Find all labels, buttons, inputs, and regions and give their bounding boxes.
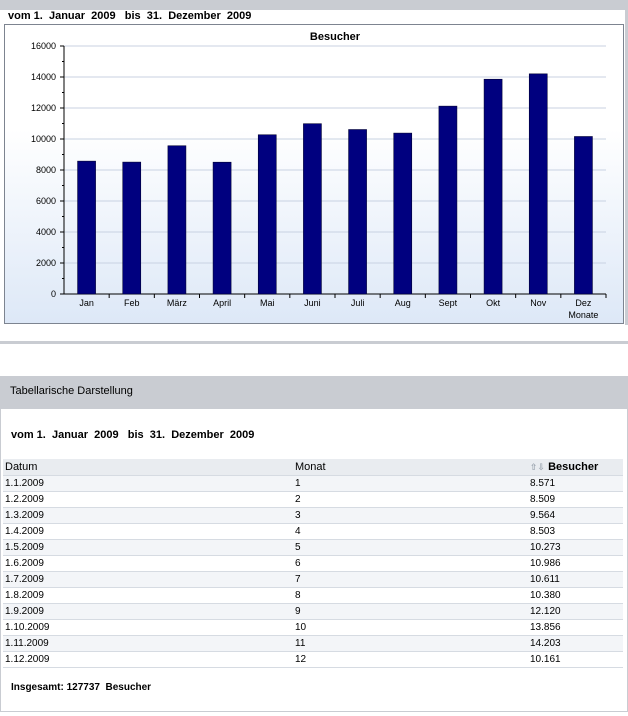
bar-sept	[439, 106, 457, 294]
cell-besucher: 9.564	[528, 507, 623, 523]
y-tick-label: 14000	[30, 72, 56, 82]
chart-header-bar	[0, 0, 628, 10]
table-row	[3, 475, 623, 491]
x-tick-label: Okt	[486, 298, 501, 308]
cell-monat: 7	[293, 571, 528, 587]
total-visitors: Insgesamt: 127737 Besucher	[11, 682, 152, 693]
x-tick-label: Juni	[304, 298, 321, 308]
table-row	[3, 587, 623, 603]
y-tick-label: 2000	[35, 258, 56, 268]
x-tick-label: Nov	[530, 298, 547, 308]
cell-monat: 3	[293, 507, 528, 523]
table-header-bar	[1, 377, 627, 409]
cell-datum: 1.7.2009	[3, 571, 293, 587]
cell-besucher: 10.611	[528, 571, 623, 587]
cell-datum: 1.12.2009	[3, 651, 293, 667]
chart-title: Besucher	[309, 31, 361, 43]
x-tick-label: Juli	[350, 298, 365, 308]
bar-chart	[5, 25, 625, 325]
cell-monat: 4	[293, 523, 528, 539]
cell-datum: 1.1.2009	[3, 475, 293, 491]
y-tick-label: 4000	[35, 227, 56, 237]
bar-märz	[168, 146, 186, 294]
chart-date-range: vom 1. Januar 2009 bis 31. Dezember 2009	[8, 10, 252, 22]
table-row	[3, 651, 623, 667]
x-tick-label: Aug	[394, 298, 411, 308]
chart-frame	[4, 24, 624, 324]
table-row	[3, 619, 623, 635]
y-tick-label: 0	[50, 289, 56, 299]
cell-datum: 1.4.2009	[3, 523, 293, 539]
cell-monat: 10	[293, 619, 528, 635]
cell-datum: 1.2.2009	[3, 491, 293, 507]
x-tick-label: Feb	[123, 298, 140, 308]
cell-monat: 9	[293, 603, 528, 619]
cell-besucher: 10.273	[528, 539, 623, 555]
cell-monat: 5	[293, 539, 528, 555]
table-panel-title: Tabellarische Darstellung	[10, 385, 133, 397]
cell-datum: 1.3.2009	[3, 507, 293, 523]
sort-arrows-icon[interactable]: ⇧⇩	[530, 461, 546, 472]
table-row	[3, 603, 623, 619]
table-date-range: vom 1. Januar 2009 bis 31. Dezember 2009	[11, 429, 255, 441]
bar-juni	[303, 124, 321, 294]
bar-okt	[484, 79, 502, 294]
y-tick-label: 16000	[30, 41, 56, 51]
cell-besucher: 12.120	[528, 603, 623, 619]
x-tick-label: Sept	[438, 298, 458, 308]
cell-monat: 1	[293, 475, 528, 491]
chart-bottom-strip	[0, 325, 628, 344]
cell-datum: 1.9.2009	[3, 603, 293, 619]
table-row	[3, 635, 623, 651]
cell-monat: 2	[293, 491, 528, 507]
cell-monat: 11	[293, 635, 528, 651]
x-tick-label: März	[166, 298, 187, 308]
cell-datum: 1.5.2009	[3, 539, 293, 555]
table-panel	[0, 376, 628, 712]
cell-monat: 12	[293, 651, 528, 667]
table-row	[3, 491, 623, 507]
column-header-datum[interactable]: Datum	[3, 459, 293, 475]
cell-besucher: 8.571	[528, 475, 623, 491]
cell-besucher: 8.503	[528, 523, 623, 539]
table-row	[3, 555, 623, 571]
column-header-besucher-label: Besucher	[548, 460, 599, 473]
visitors-table	[3, 459, 623, 668]
cell-besucher: 14.203	[528, 635, 623, 651]
bar-april	[213, 162, 231, 294]
column-header-besucher[interactable]	[528, 459, 623, 475]
cell-datum: 1.8.2009	[3, 587, 293, 603]
y-tick-label: 6000	[35, 196, 56, 206]
y-tick-label: 10000	[30, 134, 56, 144]
cell-monat: 8	[293, 587, 528, 603]
x-tick-label: Mai	[259, 298, 275, 308]
cell-datum: 1.6.2009	[3, 555, 293, 571]
cell-besucher: 10.161	[528, 651, 623, 667]
cell-datum: 1.10.2009	[3, 619, 293, 635]
bar-dez	[574, 137, 592, 294]
table-row	[3, 507, 623, 523]
bar-jan	[78, 161, 96, 294]
cell-monat: 6	[293, 555, 528, 571]
cell-besucher: 10.380	[528, 587, 623, 603]
table-row	[3, 539, 623, 555]
chart-panel	[0, 0, 628, 344]
bar-nov	[529, 74, 547, 294]
table-row	[3, 571, 623, 587]
cell-besucher: 10.986	[528, 555, 623, 571]
x-axis-label: Monate	[568, 310, 599, 320]
y-tick-label: 8000	[35, 165, 56, 175]
cell-besucher: 13.856	[528, 619, 623, 635]
table-row	[3, 523, 623, 539]
column-header-monat[interactable]: Monat	[293, 459, 528, 475]
cell-besucher: 8.509	[528, 491, 623, 507]
table-header-row	[3, 459, 623, 475]
bar-feb	[123, 162, 141, 294]
bar-mai	[258, 135, 276, 294]
x-tick-label: April	[213, 298, 232, 308]
bar-aug	[394, 133, 412, 294]
cell-datum: 1.11.2009	[3, 635, 293, 651]
y-tick-label: 12000	[30, 103, 56, 113]
x-tick-label: Jan	[79, 298, 94, 308]
bar-juli	[349, 130, 367, 294]
x-tick-label: Dez	[575, 298, 592, 308]
